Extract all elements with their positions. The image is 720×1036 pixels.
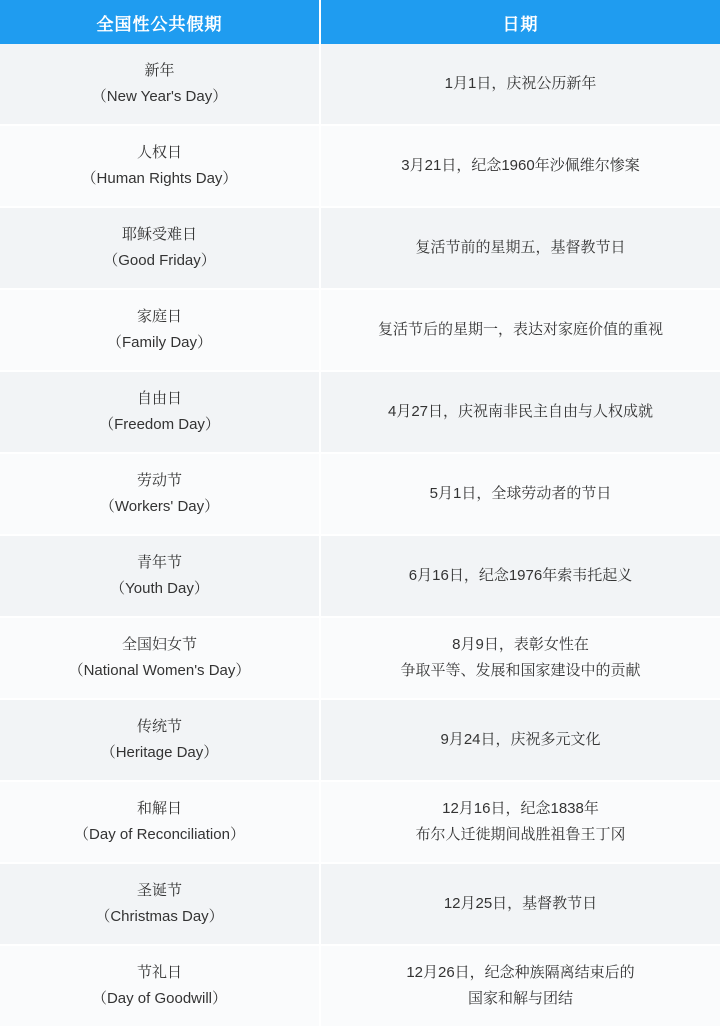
holiday-name-cell xyxy=(0,617,320,699)
holiday-name-cn: 耶稣受难日 xyxy=(121,226,197,243)
holiday-name-cell xyxy=(0,453,320,535)
holiday-date-cell xyxy=(320,289,720,371)
table-body xyxy=(0,44,720,1027)
holiday-name-cn: 青年节 xyxy=(136,554,182,571)
table-row xyxy=(0,289,720,371)
holiday-date-line1: 4月27日，庆祝南非民主自由与人权成就 xyxy=(387,403,654,420)
column-header-holiday-name: 全国性公共假期 xyxy=(0,0,320,44)
holiday-date-line1: 复活节前的星期五，基督教节日 xyxy=(415,239,626,256)
holiday-date-cell xyxy=(320,371,720,453)
table-row xyxy=(0,44,720,125)
column-header-date: 日期 xyxy=(320,0,720,44)
holiday-name-cell xyxy=(0,125,320,207)
holiday-name-cell xyxy=(0,207,320,289)
holiday-name-en: （National Women's Day） xyxy=(68,662,251,679)
holiday-name-cn: 全国妇女节 xyxy=(121,636,197,653)
holiday-name-en: （Heritage Day） xyxy=(100,744,219,761)
holiday-date-cell xyxy=(320,125,720,207)
holiday-date-cell xyxy=(320,453,720,535)
table-row xyxy=(0,371,720,453)
holiday-name-en: （Workers' Day） xyxy=(99,498,220,515)
holiday-date-line1: 6月16日，纪念1976年索韦托起义 xyxy=(408,567,633,584)
holiday-date-cell xyxy=(320,535,720,617)
holiday-date-line1: 3月21日，纪念1960年沙佩维尔惨案 xyxy=(401,157,640,174)
holiday-date-line2: 布尔人迁徙期间战胜祖鲁王丁冈 xyxy=(415,826,626,843)
holiday-name-cell xyxy=(0,699,320,781)
holiday-name-cn: 家庭日 xyxy=(136,308,182,325)
table-header-row xyxy=(0,0,720,44)
holiday-date-line2: 争取平等、发展和国家建设中的贡献 xyxy=(400,662,641,679)
holiday-date-cell xyxy=(320,945,720,1027)
holiday-name-en: （Day of Reconciliation） xyxy=(74,826,245,843)
holiday-name-en: （Christmas Day） xyxy=(95,908,224,925)
holiday-name-cn: 传统节 xyxy=(136,718,182,735)
holiday-name-cell xyxy=(0,289,320,371)
holiday-name-cn: 新年 xyxy=(144,62,175,79)
holiday-name-cell xyxy=(0,535,320,617)
holiday-name-en: （Freedom Day） xyxy=(99,416,220,433)
table-row xyxy=(0,699,720,781)
holiday-date-cell xyxy=(320,781,720,863)
holiday-name-cn: 圣诞节 xyxy=(136,882,182,899)
holiday-date-line1: 9月24日，庆祝多元文化 xyxy=(440,731,601,748)
holiday-date-line1: 12月25日，基督教节日 xyxy=(443,895,598,912)
holiday-name-en: （Good Friday） xyxy=(103,252,216,269)
holiday-name-cn: 劳动节 xyxy=(136,472,182,489)
holiday-date-line2: 国家和解与团结 xyxy=(467,990,573,1007)
holiday-date-line1: 1月1日，庆祝公历新年 xyxy=(444,75,597,92)
holiday-name-en: （New Year's Day） xyxy=(91,88,228,105)
holiday-date-cell xyxy=(320,617,720,699)
holiday-date-cell xyxy=(320,44,720,125)
holiday-date-cell xyxy=(320,863,720,945)
holiday-date-cell xyxy=(320,207,720,289)
holiday-date-line1: 8月9日，表彰女性在 xyxy=(452,636,589,653)
holiday-name-cell xyxy=(0,371,320,453)
holiday-name-cell xyxy=(0,781,320,863)
holiday-name-cn: 自由日 xyxy=(136,390,182,407)
table-row xyxy=(0,535,720,617)
table-header xyxy=(0,0,720,44)
table-row xyxy=(0,945,720,1027)
holiday-date-line1: 12月16日，纪念1838年 xyxy=(442,800,599,817)
table-row xyxy=(0,453,720,535)
table-row xyxy=(0,125,720,207)
holiday-name-en: （Youth Day） xyxy=(110,580,209,597)
table-row xyxy=(0,863,720,945)
table-row xyxy=(0,207,720,289)
holiday-name-en: （Family Day） xyxy=(106,334,212,351)
holiday-date-cell xyxy=(320,699,720,781)
holiday-name-en: （Human Rights Day） xyxy=(81,170,238,187)
table-row xyxy=(0,781,720,863)
holiday-name-cell xyxy=(0,863,320,945)
holiday-name-cn: 人权日 xyxy=(136,144,182,161)
holiday-name-cell xyxy=(0,44,320,125)
holiday-name-cell xyxy=(0,945,320,1027)
holiday-name-cn: 和解日 xyxy=(136,800,182,817)
holiday-date-line1: 复活节后的星期一，表达对家庭价值的重视 xyxy=(377,321,663,338)
holiday-date-line1: 5月1日，全球劳动者的节日 xyxy=(429,485,612,502)
table-row xyxy=(0,617,720,699)
holiday-name-en: （Day of Goodwill） xyxy=(91,990,228,1007)
holiday-name-cn: 节礼日 xyxy=(136,964,182,981)
holiday-date-line1: 12月26日，纪念种族隔离结束后的 xyxy=(406,964,635,981)
